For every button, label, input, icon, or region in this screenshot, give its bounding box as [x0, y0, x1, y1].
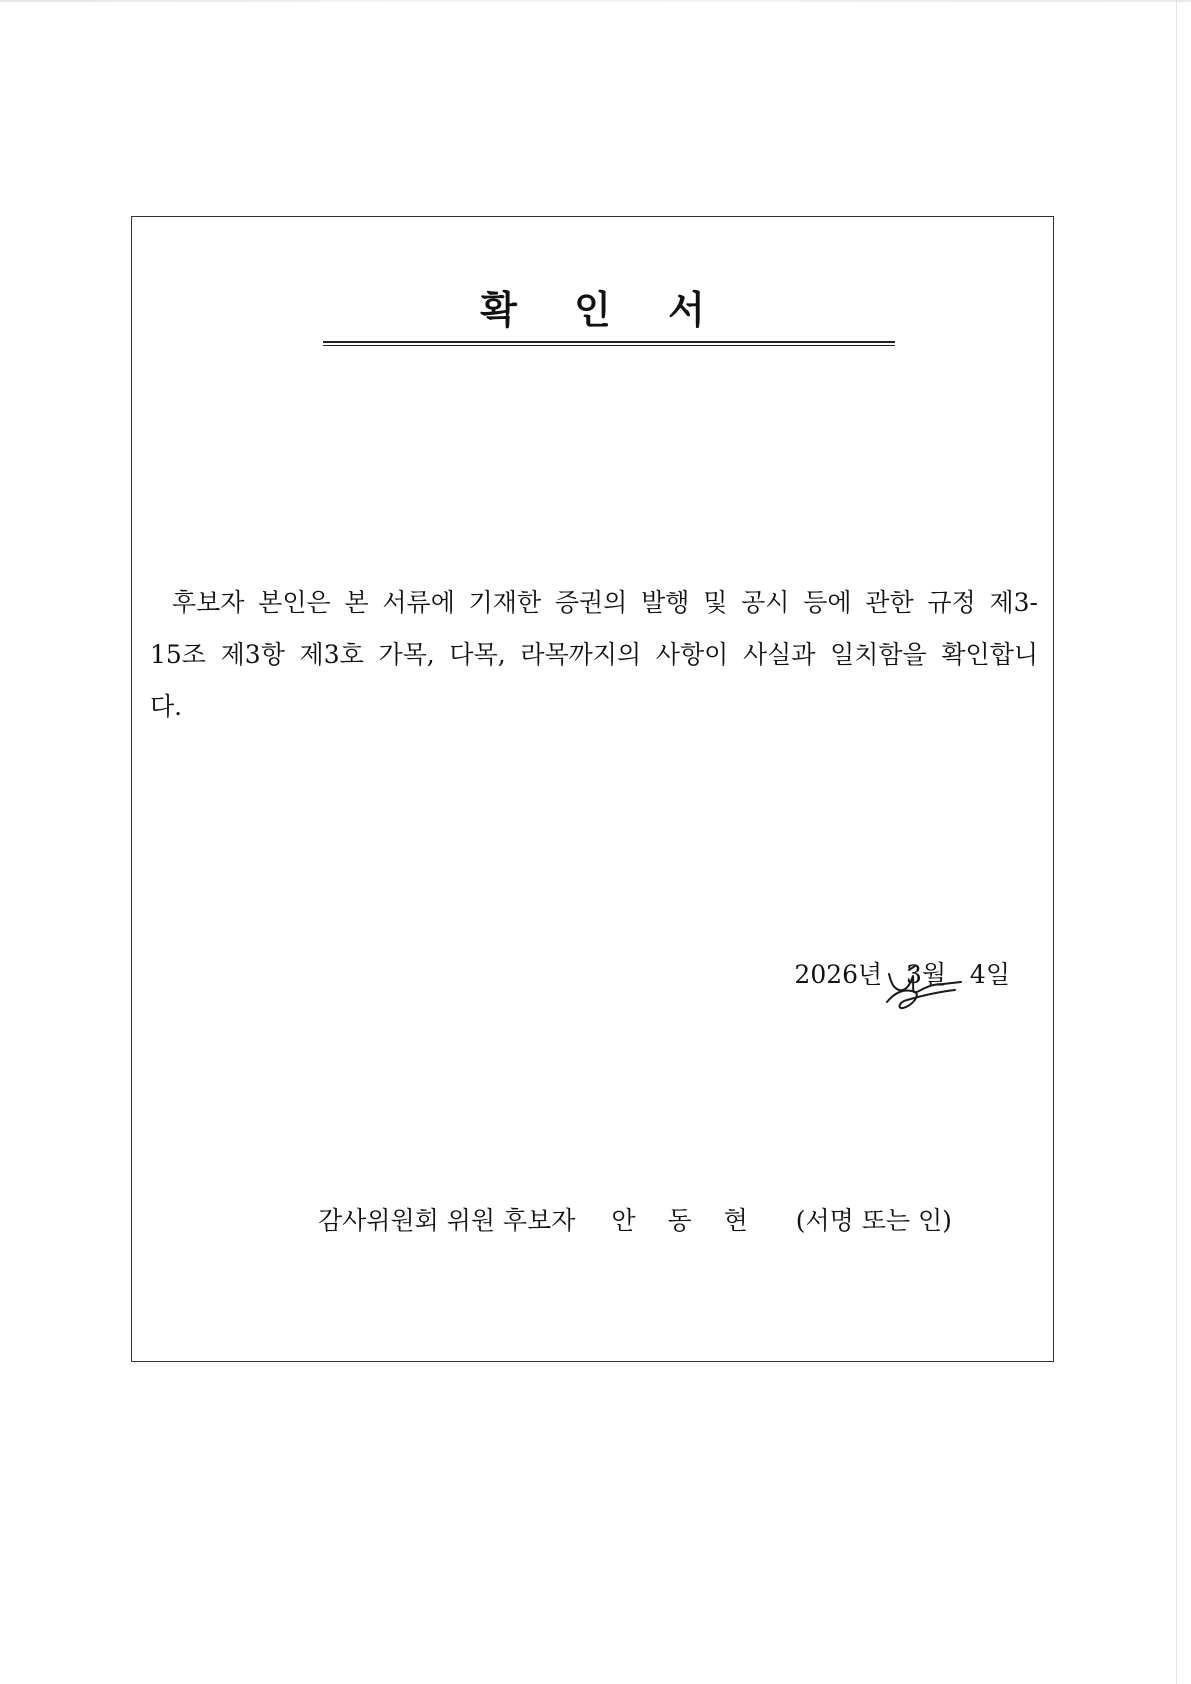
title-double-underline — [323, 341, 895, 346]
signer-name: 안 동 현 — [611, 1206, 760, 1235]
scan-edge-right — [1176, 0, 1177, 1684]
scan-edge-top — [0, 0, 1191, 2]
signature-line — [318, 1201, 952, 1237]
seal-note: (서명 또는 인) — [795, 1206, 952, 1235]
document-frame — [131, 216, 1054, 1362]
document-title: 확 인 서 — [480, 288, 727, 332]
signing-date: 2026년 3월 4일 — [794, 960, 1010, 989]
signer-role: 감사위원회 위원 후보자 — [318, 1206, 576, 1235]
confirmation-statement: 후보자 본인은 본 서류에 기재한 증권의 발행 및 공시 등에 관한 규정 제3-15조 제3항 제3호 가목, 다목, 라목까지의 사항이 사실과 일치함을 확인합니다. — [150, 588, 1038, 721]
